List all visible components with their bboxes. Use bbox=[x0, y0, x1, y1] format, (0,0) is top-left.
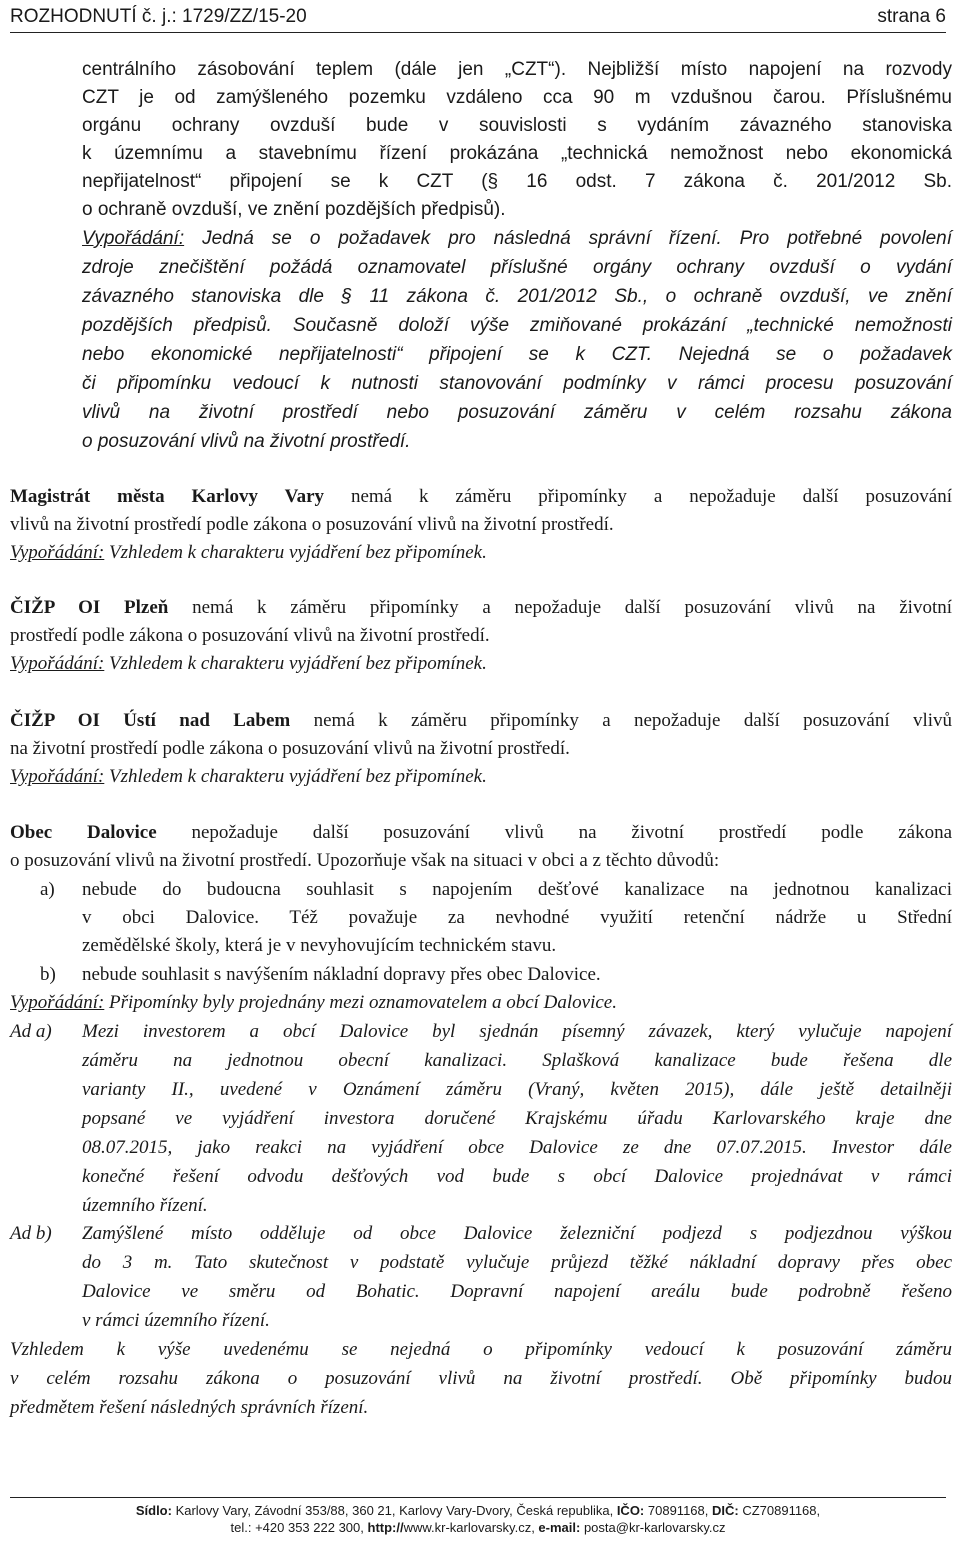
text-line: nebo ekonomické nepřijatelnosti“ připojení se k CZT. Nejedná se o požadavek bbox=[82, 344, 952, 365]
footer-email[interactable]: posta@kr-karlovarsky.cz bbox=[580, 1520, 726, 1535]
footer-label: Sídlo: bbox=[135, 1503, 172, 1518]
text-line: zdroje znečištění požádá oznamovatel příslušné orgány ochrany ovzduší o vydání bbox=[82, 257, 952, 278]
document-reference: ROZHODNUTÍ č. j.: 1729/ZZ/15-20 bbox=[10, 6, 307, 27]
settlement-text: Vzhledem k charakteru vyjádření bez připomínek. bbox=[104, 542, 487, 563]
text-line: záměru na jednotnou obecní kanalizaci. Splašková kanalizace bude řešena dle bbox=[82, 1050, 952, 1071]
text-line: závazného stanoviska dle § 11 zákona č. 201/2012 Sb., o ochraně ovzduší, ve znění bbox=[82, 286, 952, 307]
text-line: k územnímu a stavebnímu řízení prokázána „technická nemožnost nebo ekonomická bbox=[82, 143, 952, 164]
text-line bbox=[82, 228, 952, 250]
authority-name: Obec Dalovice bbox=[10, 822, 157, 843]
page-header bbox=[10, 6, 946, 33]
text-line bbox=[10, 597, 952, 619]
text-line bbox=[10, 766, 487, 788]
statement-text: nemá k záměru připomínky a nepožaduje další posuzování vlivů na životní bbox=[168, 597, 953, 618]
settlement-text: Připomínky byly projednány mezi oznamovatelem a obcí Dalovice. bbox=[104, 992, 617, 1013]
settlement-text: Vzhledem k charakteru vyjádření bez připomínek. bbox=[104, 766, 487, 787]
list-marker: a) bbox=[40, 879, 55, 900]
settlement-text: Jedná se o požadavek pro následná správní řízení. Pro potřebné povolení bbox=[184, 228, 952, 249]
list-marker: b) bbox=[40, 964, 56, 985]
text-line: vlivů na životní prostředí podle zákona o posuzování vlivů na životní prostředí. bbox=[10, 514, 614, 535]
list-marker: Ad b) bbox=[10, 1223, 52, 1244]
footer-text: 70891168, bbox=[644, 1503, 712, 1518]
text-line bbox=[10, 822, 952, 844]
page-footer bbox=[10, 1497, 946, 1536]
text-line: do 3 m. Tato skutečnost v podstatě vylučuje průjezd těžké nákladní dopravy přes obec bbox=[82, 1252, 952, 1273]
authority-name: ČIŽP OI Ústí nad Labem bbox=[10, 710, 291, 731]
text-line: prostředí podle zákona o posuzování vlivů na životní prostředí. bbox=[10, 625, 490, 646]
settlement-label: Vypořádání: bbox=[82, 228, 185, 249]
text-line: popsané ve vyjádření investora doručené Krajskému úřadu Karlovarského kraje dne bbox=[82, 1108, 952, 1129]
statement-text: nepožaduje další posuzování vlivů na životní prostředí podle zákona bbox=[156, 822, 953, 843]
text-line: varianty II., uvedené v Oznámení záměru (Vraný, květen 2015), dále ještě detailněji bbox=[82, 1079, 952, 1100]
text-line: konečné řešení odvodu dešťových vod bude s obcí Dalovice projednávat v rámci bbox=[82, 1166, 952, 1187]
text-line: v celém rozsahu zákona o posuzování vlivů na životní prostředí. Obě připomínky budou bbox=[10, 1368, 952, 1389]
text-line: Mezi investorem a obcí Dalovice byl sjednán písemný závazek, který vylučuje napojení bbox=[82, 1021, 952, 1042]
footer-website[interactable]: www.kr-karlovarsky.cz, bbox=[403, 1520, 539, 1535]
text-line: o posuzování vlivů na životní prostředí. Upozorňuje však na situaci v obci a z těchto důvodů: bbox=[10, 850, 720, 871]
text-line bbox=[10, 542, 487, 564]
text-line: v obci Dalovice. Též považuje za nevhodné využití retenční nádrže u Střední bbox=[82, 907, 952, 928]
footer-text: CZ70891168, bbox=[738, 1503, 821, 1518]
text-line: či připomínku vedoucí k nutnosti stanovování podmínky v rámci procesu posuzování bbox=[82, 373, 952, 394]
text-line: orgánu ochrany ovzduší bude v souvislosti s vydáním závazného stanoviska bbox=[82, 115, 952, 136]
footer-label: e-mail: bbox=[538, 1520, 581, 1535]
settlement-label: Vypořádání: bbox=[10, 992, 105, 1013]
statement-text: nemá k záměru připomínky a nepožaduje další posuzování vlivů bbox=[290, 710, 953, 731]
text-line: Zamýšlené místo odděluje od obce Dalovice železniční podjezd s podjezdnou výškou bbox=[82, 1223, 952, 1244]
text-line: o ochraně ovzduší, ve znění pozdějších předpisů). bbox=[82, 199, 506, 220]
footer-label: IČO: bbox=[616, 1503, 645, 1518]
text-line: Vzhledem k výše uvedenému se nejedná o připomínky vedoucí k posuzování záměru bbox=[10, 1339, 952, 1360]
footer-text: Karlovy Vary, Závodní 353/88, 360 21, Karlovy Vary-Dvory, Česká republika, bbox=[171, 1503, 617, 1518]
footer-phone: tel.: +420 353 222 300, bbox=[230, 1520, 368, 1535]
text-line: pozdějších předpisů. Současně doloží výše zmiňované prokázání „technické nemožnosti bbox=[82, 315, 952, 336]
settlement-label: Vypořádání: bbox=[10, 766, 105, 787]
text-line: nebude souhlasit s navýšením nákladní dopravy přes obec Dalovice. bbox=[82, 964, 601, 985]
settlement-label: Vypořádání: bbox=[10, 653, 105, 674]
footer-address bbox=[10, 1502, 946, 1519]
statement-text: nemá k záměru připomínky a nepožaduje další posuzování bbox=[324, 486, 952, 507]
settlement-label: Vypořádání: bbox=[10, 542, 105, 563]
text-line: vlivů na životní prostředí nebo posuzování záměru v celém rozsahu zákona bbox=[82, 402, 952, 423]
footer-label: DIČ: bbox=[711, 1503, 739, 1518]
authority-name: Magistrát města Karlovy Vary bbox=[10, 486, 325, 507]
text-line: nebude do budoucna souhlasit s napojením dešťové kanalizace na jednotnou kanalizaci bbox=[82, 879, 952, 900]
text-line: o posuzování vlivů na životní prostředí. bbox=[82, 431, 411, 452]
text-line: v rámci územního řízení. bbox=[82, 1310, 270, 1331]
text-line: centrálního zásobování teplem (dále jen „CZT“). Nejbližší místo napojení na rozvody bbox=[82, 59, 952, 80]
text-line: územního řízení. bbox=[82, 1195, 208, 1216]
text-line bbox=[10, 992, 617, 1014]
list-marker: Ad a) bbox=[10, 1021, 52, 1042]
text-line bbox=[10, 653, 487, 675]
page-number: strana 6 bbox=[877, 6, 946, 27]
footer-contact bbox=[10, 1519, 946, 1536]
text-line: zemědělské školy, která je v nevyhovujícím technickém stavu. bbox=[82, 935, 557, 956]
text-line: nepřijatelnost“ připojení se k CZT (§ 16 odst. 7 zákona č. 201/2012 Sb. bbox=[82, 171, 952, 192]
text-line: na životní prostředí podle zákona o posuzování vlivů na životní prostředí. bbox=[10, 738, 570, 759]
text-line bbox=[10, 710, 952, 732]
authority-name: ČIŽP OI Plzeň bbox=[10, 597, 169, 618]
footer-label: http:// bbox=[367, 1520, 404, 1535]
text-line: 08.07.2015, jako reakci na vyjádření obce Dalovice ze dne 07.07.2015. Investor dále bbox=[82, 1137, 952, 1158]
text-line: Dalovice ve směru od Bohatic. Dopravní napojení areálu bude podrobně řešeno bbox=[82, 1281, 952, 1302]
text-line: CZT je od zamýšleného pozemku vzdáleno cca 90 m vzdušnou čarou. Příslušnému bbox=[82, 87, 952, 108]
settlement-text: Vzhledem k charakteru vyjádření bez připomínek. bbox=[104, 653, 487, 674]
text-line: předmětem řešení následných správních řízení. bbox=[10, 1397, 369, 1418]
text-line bbox=[10, 486, 952, 508]
